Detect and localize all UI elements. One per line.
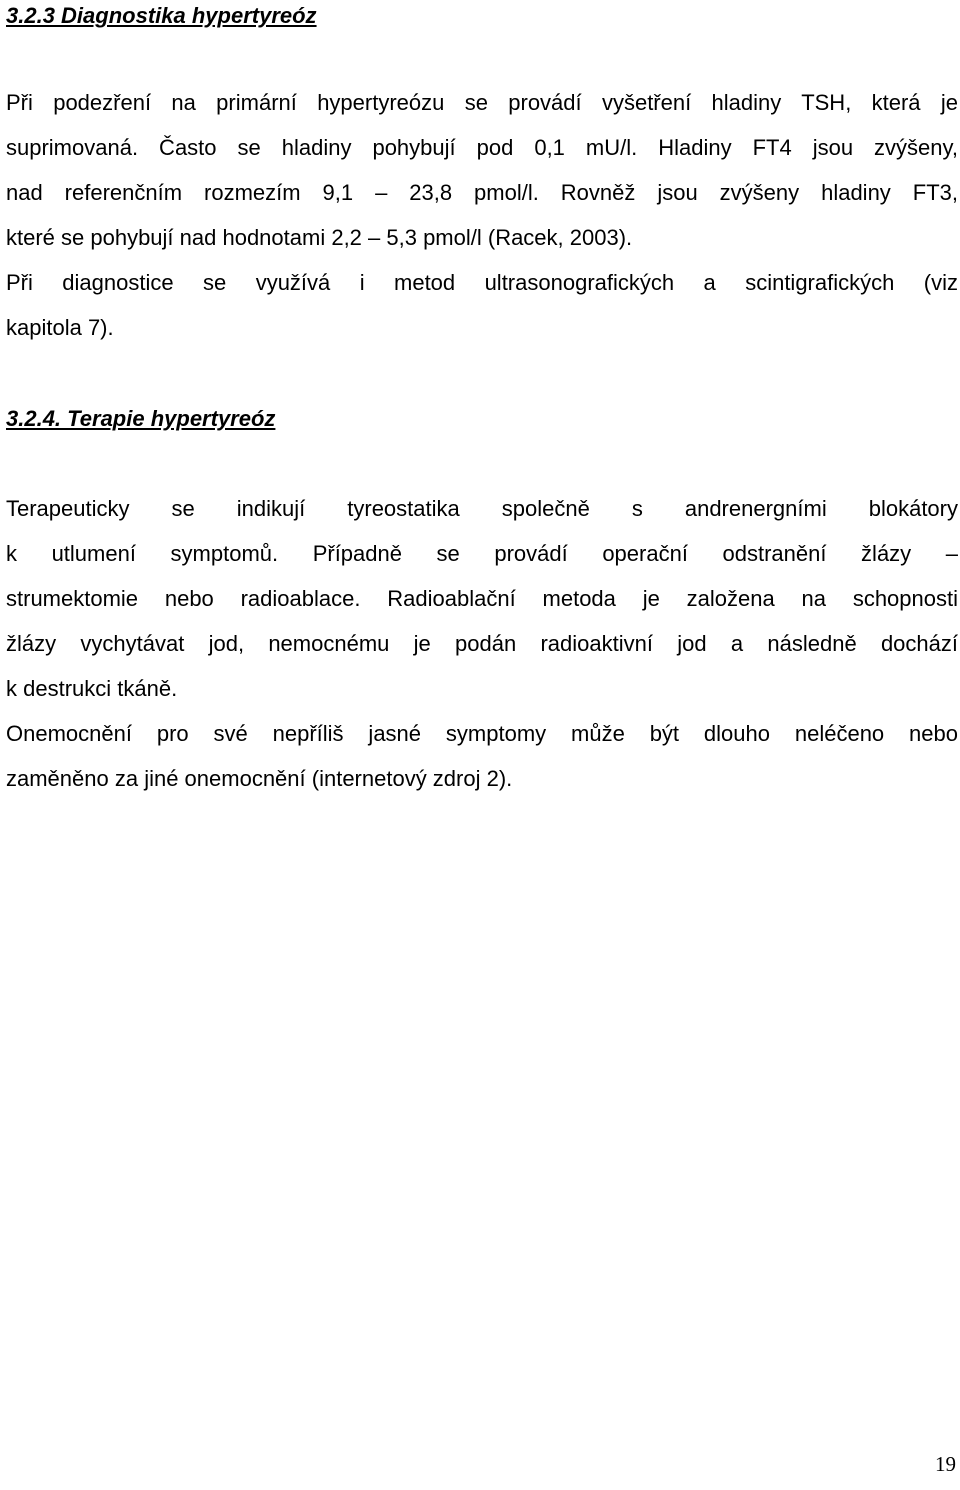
section-heading-terapie: 3.2.4. Terapie hypertyreóz bbox=[6, 406, 276, 431]
paragraph-line: žlázy vychytávat jod, nemocnému je podán radioaktivní jod a následně dochází bbox=[6, 631, 958, 656]
paragraph-line: které se pohybují nad hodnotami 2,2 – 5,3 pmol/l (Racek, 2003). bbox=[6, 225, 633, 250]
paragraph-line: strumektomie nebo radioablace. Radioablační metoda je založena na schopnosti bbox=[6, 586, 958, 611]
paragraph-diagnostika bbox=[6, 80, 958, 350]
paragraph-line: k utlumení symptomů. Případně se provádí operační odstranění žlázy – bbox=[6, 541, 958, 566]
page-number: 19 bbox=[935, 1452, 956, 1476]
paragraph-line: kapitola 7). bbox=[6, 315, 114, 340]
section-heading-diagnostika: 3.2.3 Diagnostika hypertyreóz bbox=[6, 3, 317, 28]
paragraph-onemocneni bbox=[6, 711, 958, 801]
paragraph-line: Při diagnostice se využívá i metod ultrasonografických a scintigrafických (viz bbox=[6, 270, 958, 295]
paragraph-line: Onemocnění pro své nepříliš jasné symptomy může být dlouho neléčeno nebo bbox=[6, 721, 958, 746]
paragraph-line: k destrukci tkáně. bbox=[6, 676, 178, 701]
paragraph-line: Terapeuticky se indikují tyreostatika společně s andrenergními blokátory bbox=[6, 496, 958, 521]
paragraph-line: suprimovaná. Často se hladiny pohybují pod 0,1 mU/l. Hladiny FT4 jsou zvýšeny, bbox=[6, 135, 958, 160]
paragraph-line: zaměněno za jiné onemocnění (internetový zdroj 2). bbox=[6, 766, 513, 791]
paragraph-line: nad referenčním rozmezím 9,1 – 23,8 pmol/l. Rovněž jsou zvýšeny hladiny FT3, bbox=[6, 180, 958, 205]
paragraph-terapie bbox=[6, 486, 958, 711]
paragraph-line: Při podezření na primární hypertyreózu se provádí vyšetření hladiny TSH, která je bbox=[6, 90, 958, 115]
